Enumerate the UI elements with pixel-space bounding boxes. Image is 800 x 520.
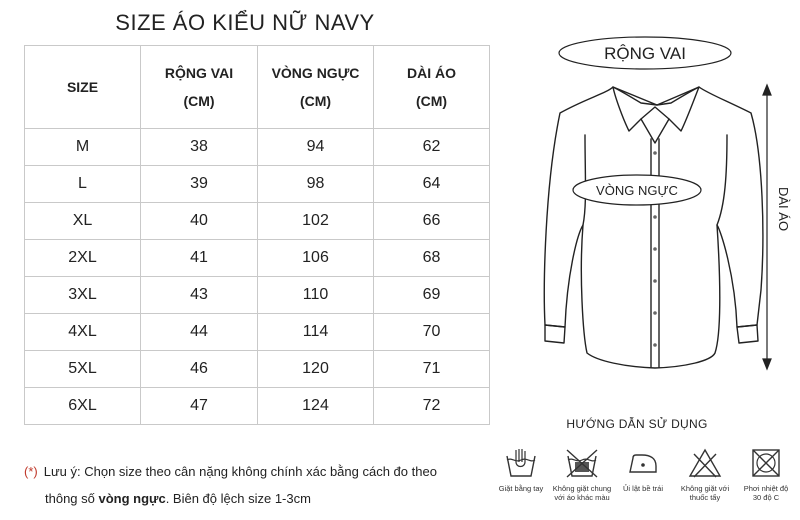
cell: 44	[141, 314, 258, 351]
care-label: 30 độ C	[752, 493, 780, 502]
cell: 46	[141, 351, 258, 388]
note-line2-suffix: . Biên độ lệch size 1-3cm	[165, 491, 311, 506]
cell: 110	[258, 277, 374, 314]
cell: 43	[141, 277, 258, 314]
cell: XL	[25, 203, 141, 240]
care-item	[674, 448, 736, 502]
length-label: DÀI ÁO	[776, 187, 791, 232]
table-row	[25, 166, 490, 203]
care-item	[490, 448, 552, 493]
cell: 5XL	[25, 351, 141, 388]
cell: 66	[374, 203, 490, 240]
care-item	[551, 448, 613, 502]
note-line2-bold: vòng ngực	[98, 491, 166, 506]
table-header-row	[25, 46, 490, 129]
cell: 47	[141, 388, 258, 425]
cell: 72	[374, 388, 490, 425]
cell: 6XL	[25, 388, 141, 425]
cell: 114	[258, 314, 374, 351]
table-row	[25, 129, 490, 166]
hand-wash-icon	[504, 448, 538, 478]
cell: 94	[258, 129, 374, 166]
cell: 106	[258, 240, 374, 277]
cell: 4XL	[25, 314, 141, 351]
note-line2-prefix: thông số	[45, 491, 99, 506]
cell: 70	[374, 314, 490, 351]
cell: 102	[258, 203, 374, 240]
care-title: HƯỚNG DẪN SỬ DỤNG	[566, 417, 708, 431]
header-shoulder: RỘNG VAI (CM)	[141, 46, 258, 129]
chest-label: VÒNG NGỰC	[596, 183, 678, 198]
chart-title: SIZE ÁO KIỂU NỮ NAVY	[115, 10, 375, 35]
cell: 124	[258, 388, 374, 425]
no-wash-with-others-icon	[565, 448, 599, 478]
size-table	[24, 45, 490, 425]
care-label: Phơi nhiệt độ	[743, 484, 789, 493]
dry-temperature-icon	[749, 448, 783, 478]
size-note	[24, 458, 494, 512]
cell: 71	[374, 351, 490, 388]
table-row	[25, 240, 490, 277]
cell: 68	[374, 240, 490, 277]
shoulder-label: RỘNG VAI	[604, 44, 686, 63]
no-bleach-icon	[688, 448, 722, 478]
cell: 39	[141, 166, 258, 203]
cell: 38	[141, 129, 258, 166]
cell: 64	[374, 166, 490, 203]
care-label: Giặt bằng tay	[498, 484, 544, 493]
note-line1: Lưu ý: Chọn size theo cân nặng không chính xác bằng cách đo theo	[43, 464, 437, 479]
cell: 41	[141, 240, 258, 277]
care-label: Không giặt chung	[552, 484, 612, 493]
care-item	[612, 448, 674, 493]
table-row	[25, 203, 490, 240]
cell: 62	[374, 129, 490, 166]
care-item	[735, 448, 797, 502]
header-size: SIZE	[25, 46, 141, 129]
cell: L	[25, 166, 141, 203]
cell: 2XL	[25, 240, 141, 277]
note-marker: (*)	[24, 464, 38, 479]
header-chest: VÒNG NGỰC (CM)	[258, 46, 374, 129]
cell: 3XL	[25, 277, 141, 314]
cell: 40	[141, 203, 258, 240]
shirt-collar	[613, 87, 699, 131]
cell: 98	[258, 166, 374, 203]
shirt-outline	[544, 87, 763, 368]
care-label: với áo khác màu	[554, 493, 610, 502]
care-label: Không giặt với	[680, 484, 730, 493]
header-length: DÀI ÁO (CM)	[374, 46, 490, 129]
table-row	[25, 314, 490, 351]
iron-low-icon	[626, 448, 660, 478]
care-label: Ủi lật bề trái	[622, 484, 664, 493]
cell: M	[25, 129, 141, 166]
table-row	[25, 388, 490, 425]
shirt-diagram	[515, 35, 795, 405]
table-row	[25, 277, 490, 314]
cell: 69	[374, 277, 490, 314]
cell: 120	[258, 351, 374, 388]
table-row	[25, 351, 490, 388]
care-label: thuốc tẩy	[689, 493, 721, 502]
